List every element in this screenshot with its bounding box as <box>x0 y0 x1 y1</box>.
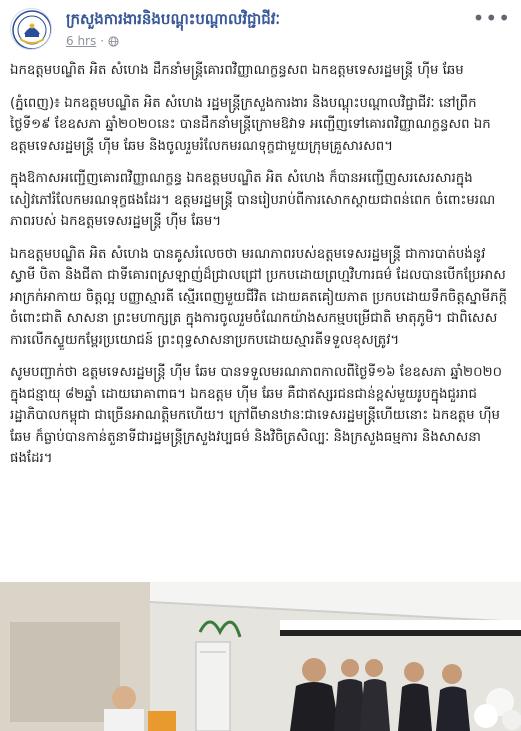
page-avatar[interactable] <box>10 8 52 50</box>
post-paragraph: ឯកឧត្តមបណ្ឌិត អិត សំហេង បានគូសរំលេចថា មរណភាពរបស់ឧត្តមទេសរដ្ឋមន្ត្រី ជាការបាត់បង់នូវស្វាមី បិតា និងជីតា ជាទីគោរពស្រឡាញ់ដ៏ជ្រាលជ្រៅ ប្រកបដោយព្រហ្មវិហារធម៌ ដែលបានបើកប្រែអាសអាក្រក់អាកាយ ចិត្តល្អ បញ្ញាស្មារតី ស្មើរពេញមួយជីវិត ដោយគតគៀយភាត ប្រកបដោយទឹកចិត្តស្នាមីភក្តីចំពោះជាតិ សាសនា ព្រះមហាក្សត្រ ក្នុងការចូលរួមចំណែកយ៉ាងសកម្មបម្រើជាតិ មាតុភូមិ។ ជាពិសេសការលើកស្ទួយកម្ពែរប្រយោជន៍ ព្រះពុទ្ធសាសនាប្រកបដោយស្មារតីទទួលខុសត្រូវ។ <box>10 246 507 348</box>
post-paragraph: សូមបញ្ជាក់ថា ឧត្តមទេសរដ្ឋមន្ត្រី ហ៊ីម ឆែម បានទទួលមរណភាពកាលពីថ្ងៃទី១៦ ខែឧសភា ឆ្នាំ២០២០ ក្នុងជន្មាយុ ៨២ឆ្នាំ ដោយរោគាពាធ។ ឯកឧត្តម ហ៊ីម ឆែម គឺជាឥស្សរជនជាន់ខ្ពស់មួយរូបក្នុងជួររាជរដ្ឋាភិបាលកម្ពុជា ជាច្រើនអាណត្តិមកហើយ។ ក្រៅពីមានឋានៈជាទេសរដ្ឋមន្ត្រីហើយនោះ ឯកឧត្តម ហ៊ីម ឆែម ក៏ធ្លាប់បានកាន់តួនាទីជារដ្ឋមន្ត្រីក្រសួងវប្បធម៌ និងវិចិត្រសិល្បៈ និងក្រសួងធម្មការ និងសាសនាផងដែរ។ <box>10 365 502 466</box>
page-name[interactable]: ក្រសួងការងារនិងបណ្តុះបណ្តាលវិជ្ជាជីវៈ <box>66 10 281 28</box>
globe-icon <box>108 36 119 47</box>
post-header <box>0 0 521 56</box>
post-paragraph: (ភ្នំពេញ)៖ ឯកឧត្តមបណ្ឌិត អិត សំហេង រដ្ឋមន្ត្រីក្រសួងការងារ និងបណ្តុះបណ្តាលវិជ្ជាជីវៈ នៅព្រឹកថ្ងៃទី១៩ ខែឧសភា ឆ្នាំ២០២០នេះ បានដឹកនាំមន្ត្រីក្រោមឱវាទ អញ្ជើញទៅគោរពវិញ្ញាណក្ខន្ធសព ឯកឧត្តមទេសរដ្ឋមន្ត្រី ហ៊ីម ឆែម និងចូលរួមរំលែកមរណទុក្ខជាមួយក្រុមគ្រួសារសព។ <box>10 95 491 154</box>
more-options-icon[interactable]: ••• <box>472 6 511 30</box>
separator-dot: · <box>100 34 105 48</box>
post-paragraph: ក្នុងឱកាសអញ្ជើញគោរពវិញ្ញាណក្ខន្ធ ឯកឧត្តមបណ្ឌិត អិត សំហេង ក៏បានអញ្ជើញសរសេរសារក្នុងសៀវភៅរំលែកមរណទុក្ខផងដែរ។ ឧត្តមរដ្ឋមន្ត្រី បានរៀបរាប់ពីការសោកស្តាយជាពន់ពេក ចំពោះមរណភាពរបស់ ឯកឧត្តមទេសរដ្ឋមន្ត្រី ហ៊ីម ឆែម។ <box>10 171 496 229</box>
post-text <box>10 60 510 481</box>
ministry-logo-icon <box>11 9 52 50</box>
post-photo[interactable] <box>0 582 521 731</box>
post-paragraph: ឯកឧត្តមបណ្ឌិត អិត សំហេង ដឹកនាំមន្ត្រីគោរពវិញ្ញាណក្ខន្ធសព ឯកឧត្តមទេសរដ្ឋមន្ត្រី ហ៊ីម ឆែម <box>10 63 464 78</box>
memorial-scene-image <box>0 582 521 731</box>
post-timestamp[interactable]: 6 hrs <box>66 34 97 48</box>
post-meta <box>66 34 119 48</box>
